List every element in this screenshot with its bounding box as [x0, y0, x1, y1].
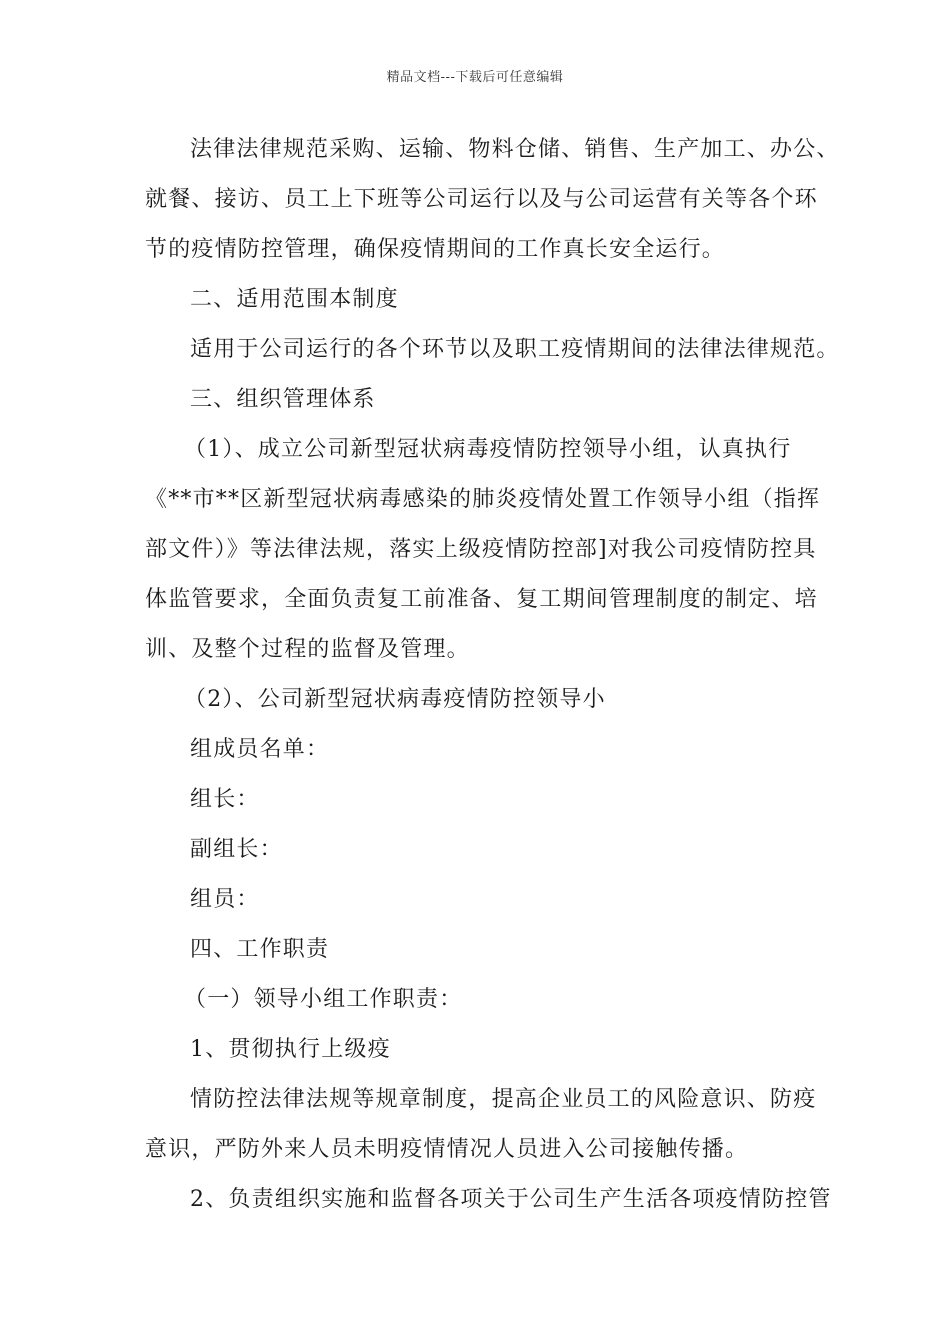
section-heading: 三、组织管理体系 [190, 387, 376, 412]
paragraph-line: 就餐、接访、员工上下班等公司运行以及与公司运营有关等各个环 [145, 187, 818, 212]
section-heading: 二、适用范围本制度 [190, 287, 399, 312]
paragraph-line: 1、贯彻执行上级疫 [190, 1037, 391, 1062]
paragraph-line: 部文件）》等法律法规，落实上级疫情防控部]对我公司疫情防控具 [145, 537, 817, 562]
page-header: 精品文档---下载后可任意编辑 [386, 70, 564, 85]
member-label-leader: 组长： [190, 787, 260, 812]
section-heading: 四、工作职责 [190, 937, 330, 962]
paragraph-line: 意识，严防外来人员未明疫情情况人员进入公司接触传播。 [145, 1137, 749, 1162]
member-label-deputy: 副组长： [190, 837, 283, 862]
paragraph-line: 《**市**区新型冠状病毒感染的肺炎疫情处置工作领导小组（指挥 [145, 487, 821, 512]
paragraph-line: 组成员名单： [190, 737, 330, 762]
paragraph-line: （1）、成立公司新型冠状病毒疫情防控领导小组，认真执行 [184, 437, 792, 462]
paragraph-line: 节的疫情防控管理，确保疫情期间的工作真长安全运行。 [145, 237, 726, 262]
paragraph-line: 体监管要求，全面负责复工前准备、复工期间管理制度的制定、培 [145, 587, 818, 612]
paragraph-line: 2、负责组织实施和监督各项关于公司生产生活各项疫情防控管 [190, 1187, 832, 1212]
paragraph-line: （2）、公司新型冠状病毒疫情防控领导小 [184, 687, 606, 712]
paragraph-line: 法律法律规范采购、运输、物料仓储、销售、生产加工、办公、 [190, 137, 840, 162]
paragraph-line: 情防控法律法规等规章制度，提高企业员工的风险意识、防疫 [190, 1087, 817, 1112]
member-label-members: 组员： [190, 887, 260, 912]
subsection-heading: （一）领导小组工作职责： [184, 987, 463, 1012]
paragraph-line: 训、及整个过程的监督及管理。 [145, 637, 470, 662]
paragraph-line: 适用于公司运行的各个环节以及职工疫情期间的法律法律规范。 [190, 337, 840, 362]
